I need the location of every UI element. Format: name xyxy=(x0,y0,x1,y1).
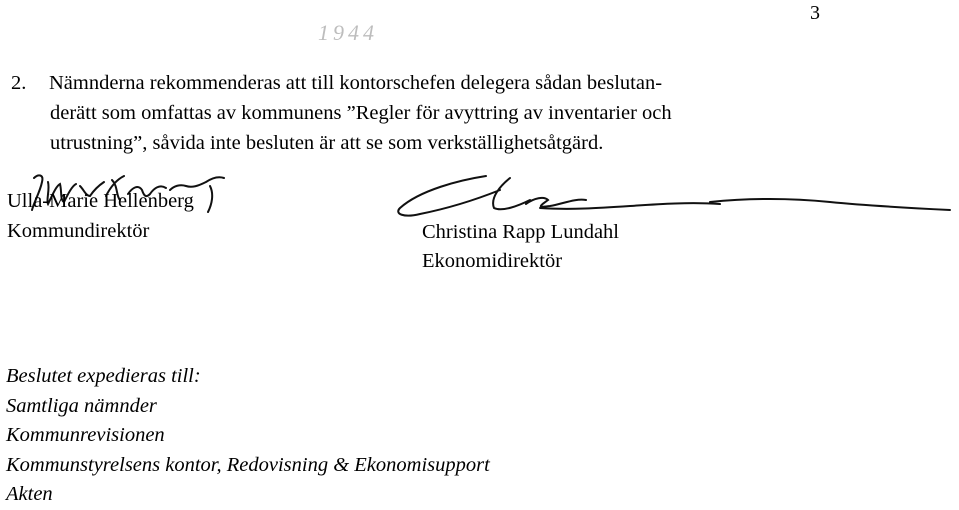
signatory-title-1: Kommundirektör xyxy=(7,220,150,242)
decision-paragraph xyxy=(11,68,911,158)
distribution-heading: Beslutet expedieras till: xyxy=(6,365,201,387)
signatory-name-1: Ulla-Marie Hellenberg xyxy=(7,190,194,212)
distribution-recipient: Samtliga nämnder xyxy=(6,394,157,417)
signatory-name-2: Christina Rapp Lundahl xyxy=(422,221,620,243)
paragraph-line: Nämnderna rekommenderas att till kontorschefen delegera sådan beslutan- xyxy=(49,72,663,94)
item-number: 2. xyxy=(11,72,27,94)
page-number: 3 xyxy=(810,2,820,24)
distribution-recipient: Kommunrevisionen xyxy=(6,424,165,446)
distribution-recipient: Akten xyxy=(6,483,53,505)
paragraph-line: utrustning”, såvida inte besluten är att se som verkställighetsåtgärd. xyxy=(50,132,604,154)
distribution-recipient: Kommunstyrelsens kontor, Redovisning & Ekonomisupport xyxy=(6,453,490,476)
paragraph-line: derätt som omfattas av kommunens ”Regler för avyttring av inventarier och xyxy=(50,102,672,124)
signatory-title-2: Ekonomidirektör xyxy=(422,250,563,272)
stamp-number: 1944 xyxy=(318,20,378,45)
distribution-list xyxy=(6,362,490,510)
